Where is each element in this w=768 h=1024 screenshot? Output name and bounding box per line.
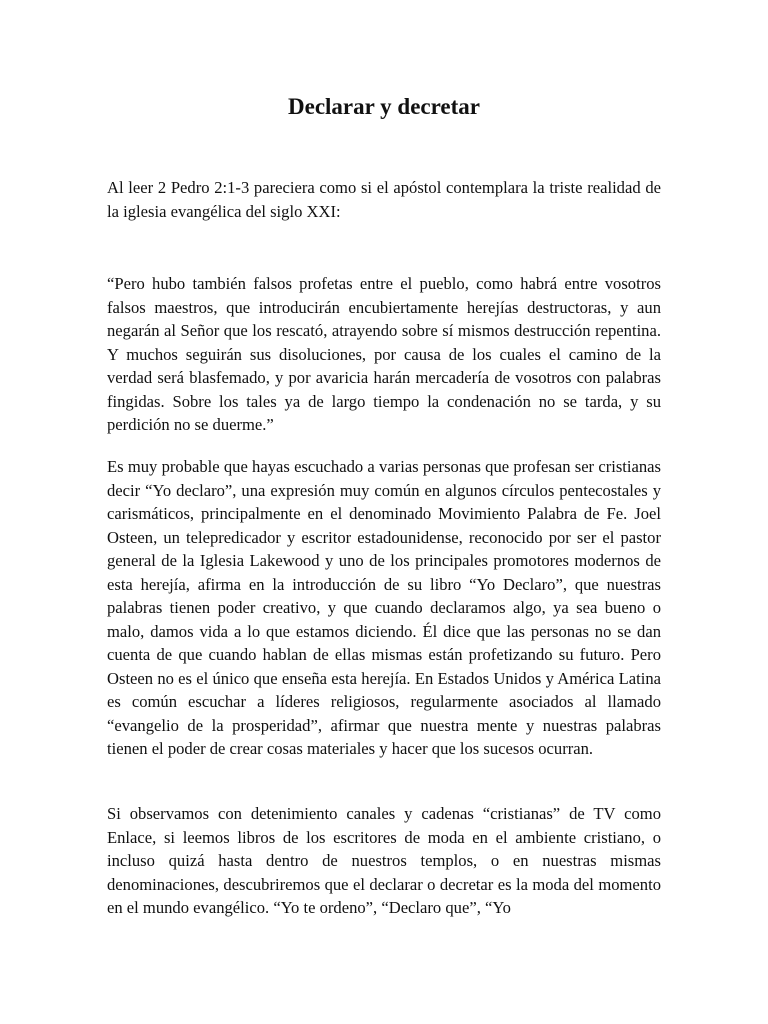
document-title: Declarar y decretar [288,94,480,119]
paragraph-scripture-quote: “Pero hubo también falsos profetas entre el pueblo, como habrá entre vosotros falsos maestros, que introducirán encubiertamente herejías destructoras, y aun negarán al Señor que los rescató, atrayendo sobre sí mismos destrucción repentina. Y muchos seguirán sus disoluciones, por causa de los cuales el camino de la verdad será blasfemado, y por avaricia harán mercadería de vosotros con palabras fingidas. Sobre los tales ya de largo tiempo la condenación no se tarda, y su perdición no se duerme.” [107,274,661,434]
paragraph-osteen: Es muy probable que hayas escuchado a varias personas que profesan ser cristianas decir “Yo declaro”, una expresión muy común en algunos círculos pentecostales y carismáticos, principalmente en el denominado Movimiento Palabra de Fe. Joel Osteen, un telepredicador y escritor estadounidense, reconocido por ser el pastor general de la Iglesia Lakewood y uno de los principales promotores modernos de esta herejía, afirma en la introducción de su libro “Yo Declaro”, que nuestras palabras tienen poder creativo, y que cuando declaramos algo, ya sea bueno o malo, damos vida a lo que estamos diciendo. Él dice que las personas no se dan cuenta de que cuando hablan de ellas mismas están profetizando su futuro. Pero Osteen no es el único que enseña esta herejía. En Estados Unidos y América Latina es común escuchar a líderes religiosos, regularmente asociados al llamado “evangelio de la prosperidad”, afirmar que nuestra mente y nuestras palabras tienen el poder de crear cosas materiales y hacer que los sucesos ocurran. [107,457,661,758]
paragraph-tv-channels: Si observamos con detenimiento canales y cadenas “cristianas” de TV como Enlace, si leemos libros de los escritores de moda en el ambiente cristiano, o incluso quizá hasta dentro de nuestros templos, o en nuestras mismas denominaciones, descubriremos que el declarar o decretar es la moda del momento en el mundo evangélico. “Yo te ordeno”, “Declaro que”, “Yo [107,804,661,917]
paragraph-intro: Al leer 2 Pedro 2:1-3 pareciera como si el apóstol contemplara la triste realidad de la iglesia evangélica del siglo XXI: [107,178,661,221]
